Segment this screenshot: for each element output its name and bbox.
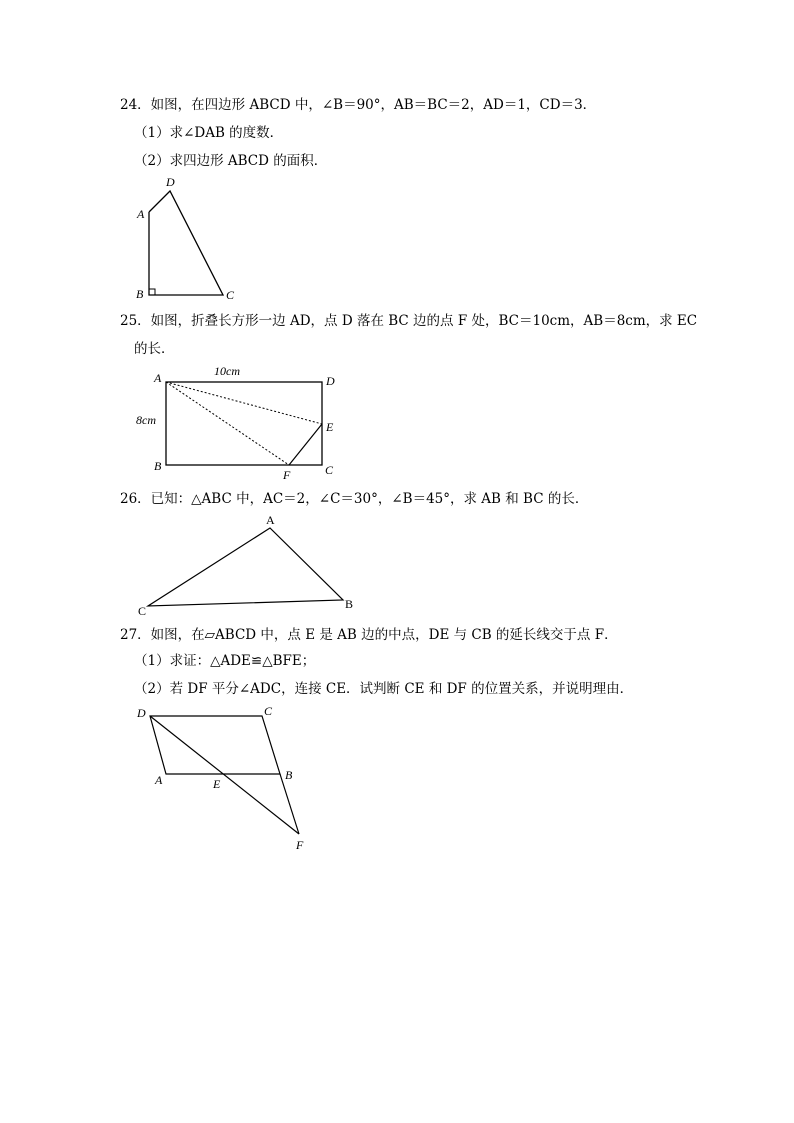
q27-label-a: A [155,773,163,787]
q25-stem: 25．如图，折叠长方形一边 AD，点 D 落在 BC 边的点 F 处，BC＝10cm，AB＝8cm，求 EC [120,313,698,329]
q25-label-c: C [325,463,334,477]
q25-label-b: B [154,459,162,473]
q25-label-e: E [326,420,334,434]
q27-sub1: （1）求证：△ADE≌△BFE； [134,653,316,669]
q25-label-d: D [326,374,335,388]
q27-sub2: （2）若 DF 平分∠ADC，连接 CE．试判断 CE 和 DF 的位置关系，并说明理由． [134,681,634,697]
q24-label-b: B [136,287,144,301]
q25-label-a: A [154,371,162,385]
q27-label-e: E [213,777,221,791]
q25-label-8cm: 8cm [136,413,156,427]
q26-label-b: B [345,597,354,611]
q26-label-a: A [266,513,275,527]
q24-label-c: C [226,288,235,302]
q25-label-10cm: 10cm [214,364,240,378]
q24-sub1: （1）求∠DAB 的度数． [134,125,284,141]
q27-label-c: C [264,704,273,718]
q27-label-f: F [296,838,304,852]
q24-label-d: D [166,175,175,189]
q27-label-b: B [285,768,293,782]
q24-label-a: A [137,207,145,221]
q24-sub2: （2）求四边形 ABCD 的面积． [134,153,328,169]
q27-stem: 27．如图，在▱ABCD 中，点 E 是 AB 边的中点，DE 与 CB 的延长线交于点 F． [120,627,618,643]
q26-label-c: C [138,604,147,618]
q26-stem: 26．已知：△ABC 中，AC＝2，∠C＝30°，∠B＝45°，求 AB 和 BC 的长． [120,491,589,507]
q25-stem-cont: 的长． [134,341,175,357]
q24-stem: 24．如图，在四边形 ABCD 中，∠B＝90°，AB＝BC＝2，AD＝1，CD＝3． [120,97,597,113]
q25-label-f: F [283,468,291,482]
q27-label-d: D [137,706,146,720]
